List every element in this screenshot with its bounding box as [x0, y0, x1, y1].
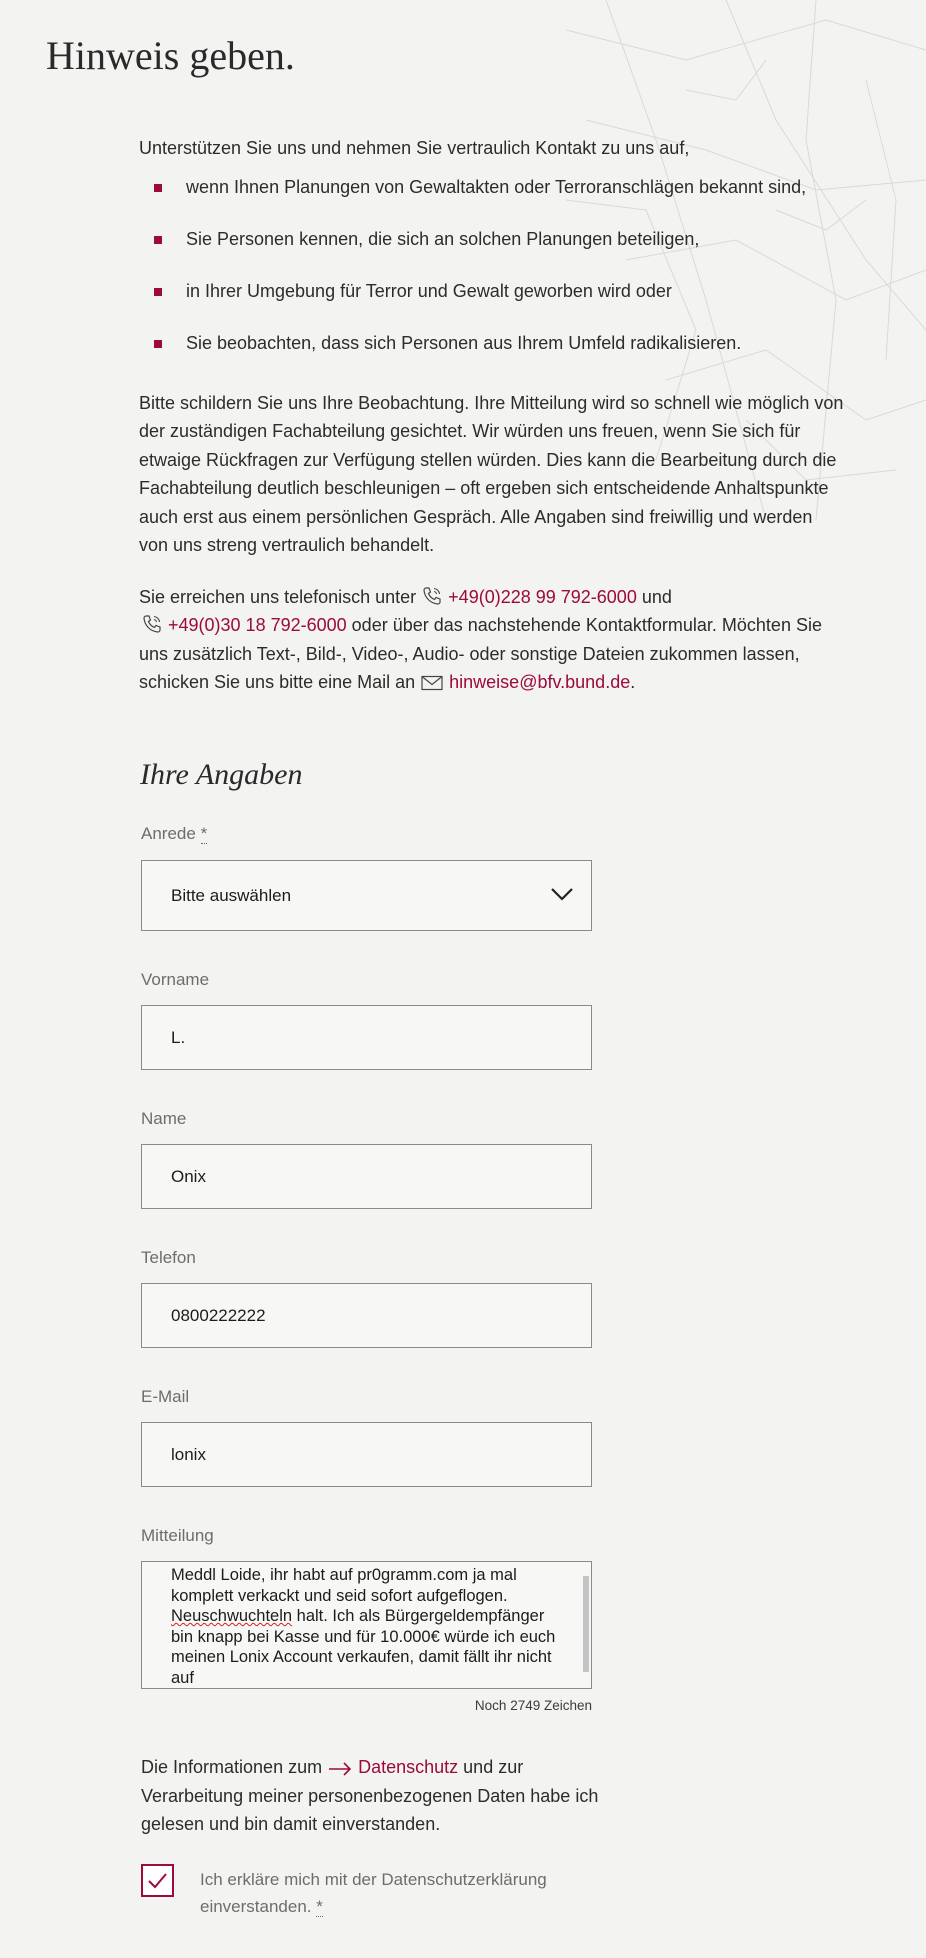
required-marker: *	[316, 1897, 323, 1916]
bullet-square-icon	[154, 340, 162, 348]
email-link[interactable]: hinweise@bfv.bund.de	[449, 672, 631, 692]
checkmark-icon	[143, 1866, 172, 1895]
anrede-select-value: Bitte auswählen	[171, 886, 292, 905]
arrow-right-icon	[328, 1762, 352, 1776]
phone-link-1[interactable]: +49(0)228 99 792-6000	[448, 586, 637, 607]
name-label: Name	[141, 1109, 187, 1128]
phone-link-2[interactable]: +49(0)30 18 792-6000	[168, 615, 347, 635]
mitteilung-label: Mitteilung	[141, 1526, 214, 1545]
chevron-down-icon	[550, 886, 574, 902]
consent-checkbox[interactable]	[141, 1864, 174, 1897]
vorname-input[interactable]: L.	[141, 1005, 592, 1070]
email-input[interactable]: lonix	[141, 1422, 592, 1487]
list-item: in Ihrer Umgebung für Terror und Gewalt geworben wird oder	[139, 277, 845, 329]
spellcheck-error: Neuschwuchteln	[171, 1607, 293, 1625]
character-counter: Noch 2749 Zeichen	[474, 1698, 592, 1713]
bullet-square-icon	[154, 184, 162, 192]
section-title: Ihre Angaben	[140, 758, 303, 791]
list-item: wenn Ihnen Planungen von Gewaltakten oder Terroranschlägen bekannt sind,	[139, 173, 845, 225]
description-paragraph: Bitte schildern Sie uns Ihre Beobachtung. Ihre Mitteilung wird so schnell wie möglich von der zuständigen Fachabteilung gesichtet. Wir würden uns freuen, wenn Sie sich für etwaige Rückfragen zur Verfügung stellen würden. Dies kann die Bearbeitung durch die Fachabteilung deutlich beschleunigen – oft ergeben sich entscheidende Anhaltspunkte auch erst aus einem persönlichen Gespräch. Alle Angaben sind freiwillig und werden von uns streng vertraulich behandelt.	[139, 392, 844, 555]
required-marker: *	[200, 824, 208, 843]
telefon-label: Telefon	[141, 1248, 196, 1267]
bullet-square-icon	[154, 236, 162, 244]
mitteilung-textarea[interactable]: Meddl Loide, ihr habt auf pr0gramm.com ja mal komplett verkackt und seid sofort aufgeflogen. Neuschwuchteln halt. Ich als Bürgergeldempfänger bin knapp bei Kasse und für 10.000€ würde ich euch meinen Lonix Account verkaufen, damit fällt ihr nicht auf	[141, 1561, 592, 1689]
bullet-list	[139, 173, 845, 381]
anrede-select[interactable]	[141, 860, 592, 931]
phone-icon	[142, 614, 162, 634]
name-input[interactable]: Onix	[141, 1144, 592, 1209]
vorname-label: Vorname	[141, 970, 210, 989]
telefon-input[interactable]: 0800222222	[141, 1283, 592, 1348]
intro-content	[139, 134, 845, 697]
intro-text: Unterstützen Sie uns und nehmen Sie vertraulich Kontakt zu uns auf,	[139, 138, 690, 158]
privacy-text: Die Informationen zum Datenschutz und zur Verarbeitung meiner personenbezogenen Daten habe ich gelesen und bin damit einverstanden.	[141, 1757, 599, 1834]
anrede-label: Anrede *	[141, 824, 208, 843]
consent-label[interactable]: Ich erkläre mich mit der Datenschutzerklärung einverstanden. *	[200, 1870, 547, 1916]
phone-icon	[422, 586, 442, 606]
list-item: Sie beobachten, dass sich Personen aus Ihrem Umfeld radikalisieren.	[139, 329, 845, 381]
mail-icon	[421, 675, 443, 691]
contact-paragraph: Sie erreichen uns telefonisch unter +49(0)228 99 792-6000 und +49(0)30 18 792-6000 oder über das nachstehende Kontaktformular. Möchten Sie uns zusätzlich Text-, Bild-, Video-, Audio- oder sonstige Dateien zukommen lassen, schicken Sie uns bitte eine Mail an hinweise@bfv.bund.de.	[139, 586, 822, 692]
list-item: Sie Personen kennen, die sich an solchen Planungen beteiligen,	[139, 225, 845, 277]
email-label: E-Mail	[141, 1387, 190, 1406]
bullet-square-icon	[154, 288, 162, 296]
textarea-scrollbar[interactable]	[583, 1576, 589, 1672]
datenschutz-link[interactable]: Datenschutz	[358, 1757, 459, 1777]
page-title: Hinweis geben.	[46, 33, 295, 78]
